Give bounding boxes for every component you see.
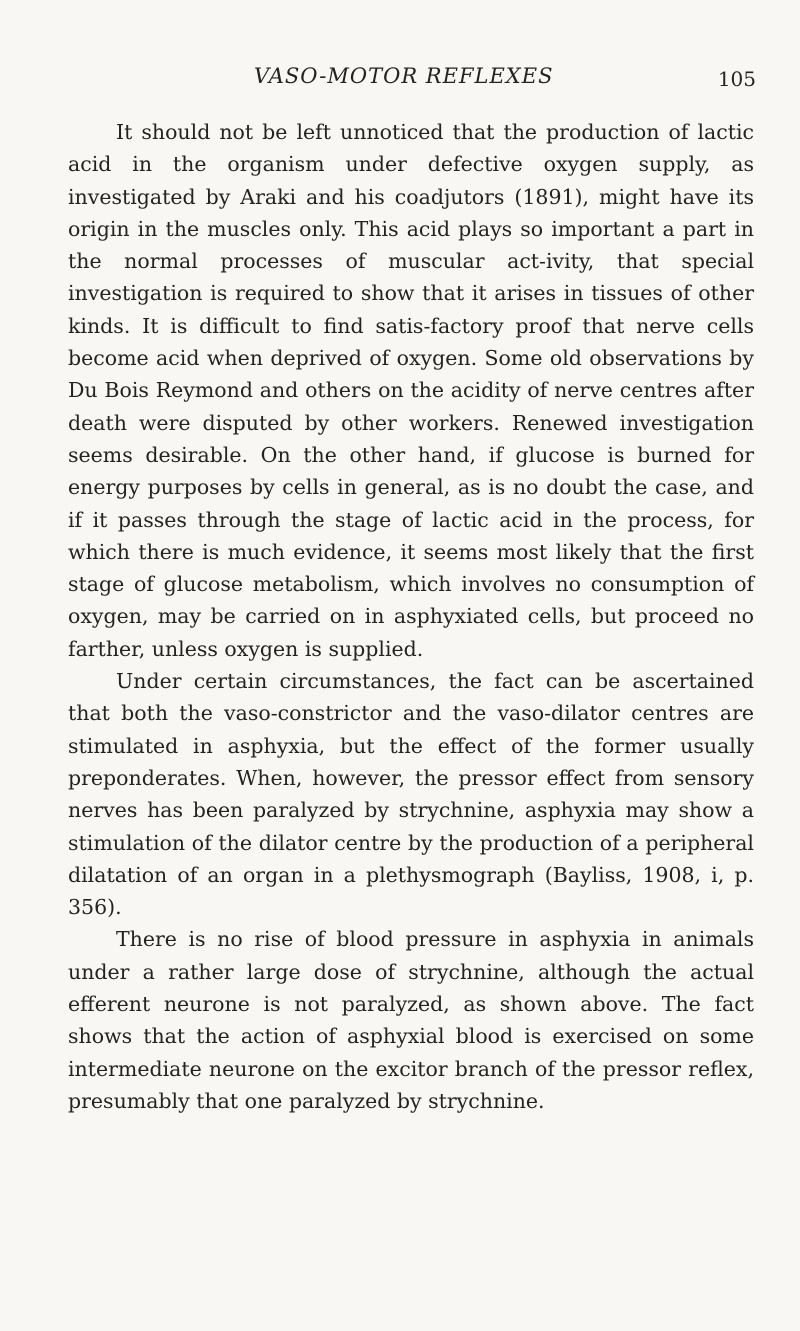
page-header <box>0 64 800 98</box>
body-text <box>68 116 754 1117</box>
page-number: 105 <box>717 67 756 91</box>
paragraph-strychnine: There is no rise of blood pressure in asphyxia in animals under a rather large dose of strychnine, although the actual efferent neurone is not paralyzed, as shown above. The fact shows that the action of asphyxial blood is exercised on some intermediate neurone on the excitor branch of the pressor reflex, presumably that one paralyzed by strychnine. <box>68 927 754 1113</box>
running-title: VASO-MOTOR REFLEXES <box>254 64 554 88</box>
paragraph-vaso-centres: Under certain circumstances, the fact can be ascertained that both the vaso-constrictor and the vaso-dilator centres are stimulated in asphyxia, but the effect of the former usually preponderates. When, however, the pressor effect from sensory nerves has been paralyzed by strychnine, asphyxia may show a stimulation of the dilator centre by the production of a peripheral dilatation of an organ in a plethysmograph (Bayliss, 1908, i, p. 356). <box>68 669 754 920</box>
paragraph-lactic-acid: It should not be left unnoticed that the production of lactic acid in the organism under defective oxygen supply, as investigated by Araki and his coadjutors (1891), might have its origin in the muscles only. This acid plays so important a part in the normal processes of muscular act-ivity, that special investigation is required to show that it arises in tissues of other kinds. It is difficult to find satis-factory proof that nerve cells become acid when deprived of oxygen. Some old observations by Du Bois Reymond and others on the acidity of nerve centres after death were disputed by other workers. Renewed investigation seems desirable. On the other hand, if glucose is burned for energy purposes by cells in general, as is no doubt the case, and if it passes through the stage of lactic acid in the process, for which there is much evidence, it seems most likely that the first stage of glucose metabolism, which involves no consumption of oxygen, may be carried on in asphyxiated cells, but proceed no farther, unless oxygen is supplied. <box>68 120 754 661</box>
